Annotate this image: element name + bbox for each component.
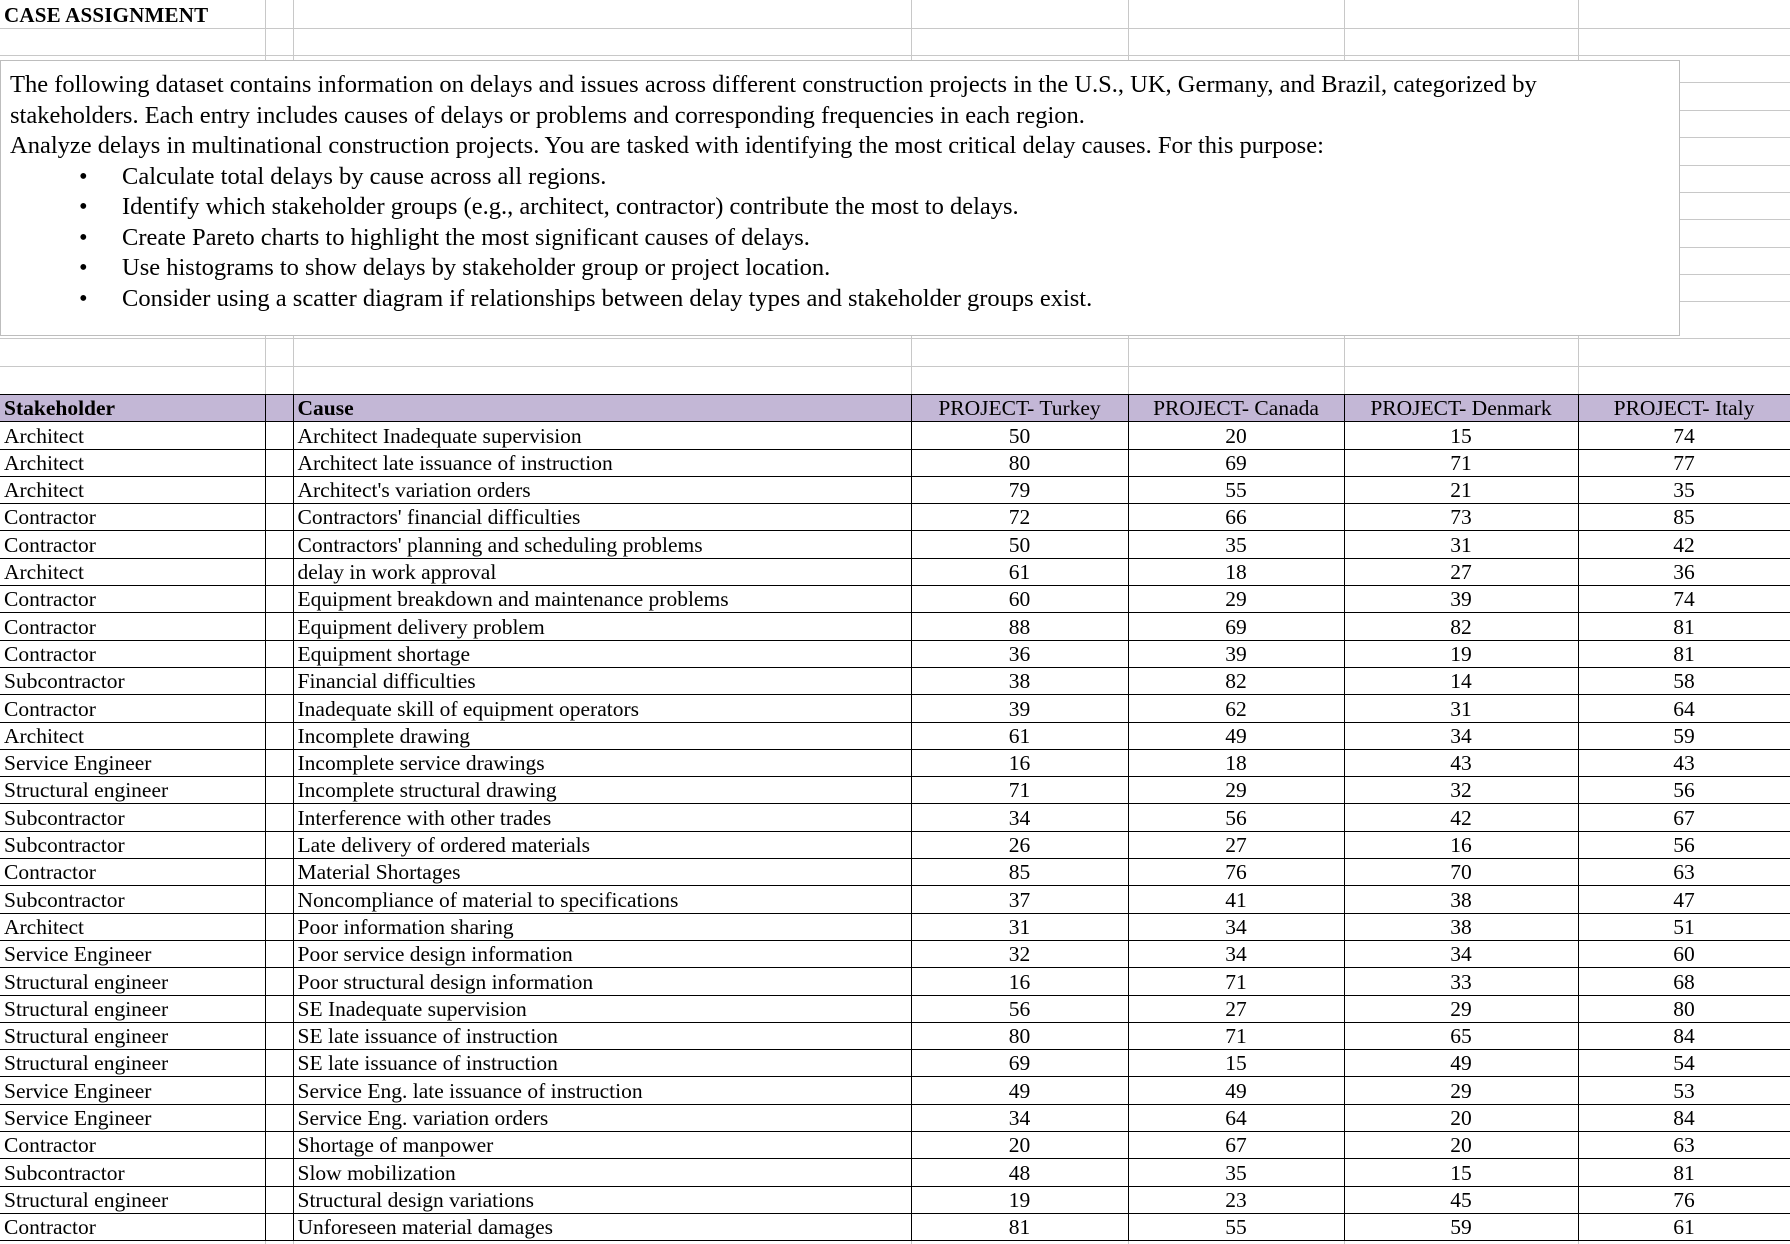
cell-italy[interactable]: 63 <box>1578 859 1790 886</box>
table-row <box>0 667 1790 694</box>
header-blank[interactable] <box>265 395 293 422</box>
cell-stakeholder[interactable]: Structural engineer <box>0 777 265 804</box>
cell-denmark[interactable]: 16 <box>1344 831 1578 858</box>
header-row <box>0 395 1790 422</box>
cell-cause[interactable]: Slow mobilization <box>293 1159 911 1186</box>
task-item <box>10 192 1670 223</box>
cell-canada[interactable]: 27 <box>1128 831 1344 858</box>
cell-italy[interactable]: 84 <box>1578 1022 1790 1049</box>
grid-line <box>0 55 1790 56</box>
cell-stakeholder[interactable]: Architect <box>0 422 265 449</box>
cell-denmark[interactable]: 82 <box>1344 613 1578 640</box>
cell-blank[interactable] <box>265 613 293 640</box>
delay-data-table <box>0 394 1790 1241</box>
cell-cause[interactable]: Late delivery of ordered materials <box>293 831 911 858</box>
cell-turkey[interactable]: 50 <box>911 531 1128 558</box>
cell-cause[interactable]: Poor structural design information <box>293 968 911 995</box>
cell-stakeholder[interactable]: Subcontractor <box>0 831 265 858</box>
sheet-title: CASE ASSIGNMENT <box>4 3 209 27</box>
cell-italy[interactable]: 58 <box>1578 667 1790 694</box>
cell-canada[interactable]: 35 <box>1128 531 1344 558</box>
cell-cause[interactable]: Equipment delivery problem <box>293 613 911 640</box>
cell-turkey[interactable]: 50 <box>911 422 1128 449</box>
cell-cause[interactable]: Inadequate skill of equipment operators <box>293 695 911 722</box>
header-stakeholder[interactable]: Stakeholder <box>0 395 265 422</box>
cell-turkey[interactable]: 16 <box>911 749 1128 776</box>
cell-blank[interactable] <box>265 722 293 749</box>
cell-turkey[interactable]: 26 <box>911 831 1128 858</box>
cell-blank[interactable] <box>265 831 293 858</box>
cell-italy[interactable]: 53 <box>1578 1077 1790 1104</box>
grid-line <box>0 366 1790 367</box>
cell-turkey[interactable]: 20 <box>911 1132 1128 1159</box>
table-row <box>0 968 1790 995</box>
cell-cause[interactable]: Service Eng. variation orders <box>293 1104 911 1131</box>
cell-blank[interactable] <box>265 1077 293 1104</box>
cell-canada[interactable]: 55 <box>1128 476 1344 503</box>
cell-canada[interactable]: 35 <box>1128 1159 1344 1186</box>
cell-cause[interactable]: Architect's variation orders <box>293 476 911 503</box>
cell-denmark[interactable]: 65 <box>1344 1022 1578 1049</box>
cell-italy[interactable]: 85 <box>1578 504 1790 531</box>
table-row <box>0 586 1790 613</box>
bullet-icon: • <box>79 254 88 281</box>
task-list <box>10 162 1670 315</box>
cell-cause[interactable]: SE late issuance of instruction <box>293 1022 911 1049</box>
header-project-canada[interactable]: PROJECT- Canada <box>1128 395 1344 422</box>
table-row <box>0 640 1790 667</box>
cell-stakeholder[interactable]: Subcontractor <box>0 667 265 694</box>
cell-italy[interactable]: 36 <box>1578 558 1790 585</box>
cell-stakeholder[interactable]: Structural engineer <box>0 995 265 1022</box>
cell-canada[interactable]: 66 <box>1128 504 1344 531</box>
cell-canada[interactable]: 55 <box>1128 1213 1344 1240</box>
cell-cause[interactable]: Interference with other trades <box>293 804 911 831</box>
cell-turkey[interactable]: 34 <box>911 804 1128 831</box>
cell-italy[interactable]: 56 <box>1578 831 1790 858</box>
cell-stakeholder[interactable]: Contractor <box>0 640 265 667</box>
cell-stakeholder[interactable]: Architect <box>0 476 265 503</box>
cell-denmark[interactable]: 32 <box>1344 777 1578 804</box>
cell-denmark[interactable]: 71 <box>1344 449 1578 476</box>
cell-turkey[interactable]: 39 <box>911 695 1128 722</box>
cell-stakeholder[interactable]: Contractor <box>0 586 265 613</box>
cell-cause[interactable]: Unforeseen material damages <box>293 1213 911 1240</box>
task-text: Create Pareto charts to highlight the most significant causes of delays. <box>122 223 810 251</box>
cell-turkey[interactable]: 32 <box>911 940 1128 967</box>
cell-blank[interactable] <box>265 1132 293 1159</box>
cell-blank[interactable] <box>265 859 293 886</box>
cell-canada[interactable]: 49 <box>1128 722 1344 749</box>
table-row <box>0 749 1790 776</box>
cell-cause[interactable]: Shortage of manpower <box>293 1132 911 1159</box>
cell-blank[interactable] <box>265 476 293 503</box>
cell-stakeholder[interactable]: Structural engineer <box>0 1186 265 1213</box>
cell-denmark[interactable]: 42 <box>1344 804 1578 831</box>
cell-blank[interactable] <box>265 1213 293 1240</box>
table-row <box>0 695 1790 722</box>
cell-cause[interactable]: Incomplete service drawings <box>293 749 911 776</box>
cell-stakeholder[interactable]: Architect <box>0 913 265 940</box>
cell-denmark[interactable]: 14 <box>1344 667 1578 694</box>
cell-turkey[interactable]: 80 <box>911 1022 1128 1049</box>
cell-denmark[interactable]: 29 <box>1344 1077 1578 1104</box>
cell-stakeholder[interactable]: Contractor <box>0 1213 265 1240</box>
table-row <box>0 995 1790 1022</box>
cell-italy[interactable]: 56 <box>1578 777 1790 804</box>
cell-canada[interactable]: 76 <box>1128 859 1344 886</box>
cell-italy[interactable]: 51 <box>1578 913 1790 940</box>
cell-italy[interactable]: 60 <box>1578 940 1790 967</box>
cell-italy[interactable]: 81 <box>1578 1159 1790 1186</box>
cell-cause[interactable]: Service Eng. late issuance of instruction <box>293 1077 911 1104</box>
cell-italy[interactable]: 64 <box>1578 695 1790 722</box>
cell-denmark[interactable]: 34 <box>1344 722 1578 749</box>
cell-blank[interactable] <box>265 886 293 913</box>
table-row <box>0 558 1790 585</box>
cell-stakeholder[interactable]: Service Engineer <box>0 749 265 776</box>
table-row <box>0 1104 1790 1131</box>
cell-cause[interactable]: Incomplete drawing <box>293 722 911 749</box>
cell-stakeholder[interactable]: Contractor <box>0 859 265 886</box>
cell-stakeholder[interactable]: Service Engineer <box>0 1104 265 1131</box>
cell-denmark[interactable]: 31 <box>1344 531 1578 558</box>
cell-canada[interactable]: 29 <box>1128 777 1344 804</box>
cell-turkey[interactable]: 85 <box>911 859 1128 886</box>
cell-blank[interactable] <box>265 913 293 940</box>
cell-denmark[interactable]: 29 <box>1344 995 1578 1022</box>
cell-cause[interactable]: SE Inadequate supervision <box>293 995 911 1022</box>
cell-canada[interactable]: 56 <box>1128 804 1344 831</box>
cell-blank[interactable] <box>265 1104 293 1131</box>
cell-italy[interactable]: 43 <box>1578 749 1790 776</box>
cell-canada[interactable]: 64 <box>1128 1104 1344 1131</box>
cell-cause[interactable]: Poor service design information <box>293 940 911 967</box>
cell-blank[interactable] <box>265 1159 293 1186</box>
cell-cause[interactable]: Incomplete structural drawing <box>293 777 911 804</box>
cell-denmark[interactable]: 20 <box>1344 1104 1578 1131</box>
cell-canada[interactable]: 71 <box>1128 968 1344 995</box>
cell-denmark[interactable]: 38 <box>1344 886 1578 913</box>
cell-stakeholder[interactable]: Subcontractor <box>0 804 265 831</box>
cell-denmark[interactable]: 15 <box>1344 422 1578 449</box>
cell-blank[interactable] <box>265 968 293 995</box>
cell-blank[interactable] <box>265 995 293 1022</box>
cell-stakeholder[interactable]: Structural engineer <box>0 968 265 995</box>
cell-denmark[interactable]: 19 <box>1344 640 1578 667</box>
table-body <box>0 422 1790 1241</box>
cell-stakeholder[interactable]: Structural engineer <box>0 1022 265 1049</box>
cell-denmark[interactable]: 45 <box>1344 1186 1578 1213</box>
cell-denmark[interactable]: 21 <box>1344 476 1578 503</box>
task-item <box>10 223 1670 254</box>
cell-blank[interactable] <box>265 586 293 613</box>
cell-turkey[interactable]: 61 <box>911 558 1128 585</box>
cell-cause[interactable]: Noncompliance of material to specifications <box>293 886 911 913</box>
cell-denmark[interactable]: 59 <box>1344 1213 1578 1240</box>
cell-turkey[interactable]: 79 <box>911 476 1128 503</box>
cell-stakeholder[interactable]: Service Engineer <box>0 940 265 967</box>
cell-italy[interactable]: 68 <box>1578 968 1790 995</box>
table-row <box>0 859 1790 886</box>
task-item <box>10 162 1670 193</box>
table-row <box>0 504 1790 531</box>
cell-stakeholder[interactable]: Contractor <box>0 695 265 722</box>
cell-denmark[interactable]: 43 <box>1344 749 1578 776</box>
cell-cause[interactable]: Material Shortages <box>293 859 911 886</box>
bullet-icon: • <box>79 162 88 190</box>
cell-italy[interactable]: 76 <box>1578 1186 1790 1213</box>
cell-stakeholder[interactable]: Subcontractor <box>0 886 265 913</box>
cell-canada[interactable]: 34 <box>1128 940 1344 967</box>
cell-cause[interactable]: SE late issuance of instruction <box>293 1050 911 1077</box>
task-text: Calculate total delays by cause across all regions. <box>122 162 607 190</box>
task-item <box>10 253 1670 284</box>
cell-canada[interactable]: 18 <box>1128 558 1344 585</box>
cell-italy[interactable]: 54 <box>1578 1050 1790 1077</box>
table-row <box>0 1159 1790 1186</box>
cell-canada[interactable]: 69 <box>1128 449 1344 476</box>
cell-blank[interactable] <box>265 640 293 667</box>
cell-turkey[interactable]: 71 <box>911 777 1128 804</box>
cell-turkey[interactable]: 49 <box>911 1077 1128 1104</box>
bullet-icon: • <box>79 223 88 251</box>
grid-line <box>0 28 1790 29</box>
cell-canada[interactable]: 67 <box>1128 1132 1344 1159</box>
cell-italy[interactable]: 80 <box>1578 995 1790 1022</box>
cell-italy[interactable]: 77 <box>1578 449 1790 476</box>
cell-italy[interactable]: 42 <box>1578 531 1790 558</box>
cell-canada[interactable]: 71 <box>1128 1022 1344 1049</box>
cell-turkey[interactable]: 56 <box>911 995 1128 1022</box>
cell-cause[interactable]: Equipment shortage <box>293 640 911 667</box>
cell-italy[interactable]: 74 <box>1578 422 1790 449</box>
cell-turkey[interactable]: 61 <box>911 722 1128 749</box>
cell-italy[interactable]: 84 <box>1578 1104 1790 1131</box>
cell-turkey[interactable]: 81 <box>911 1213 1128 1240</box>
table-row <box>0 913 1790 940</box>
cell-turkey[interactable]: 38 <box>911 667 1128 694</box>
cell-stakeholder[interactable]: Service Engineer <box>0 1077 265 1104</box>
assignment-text-box[interactable] <box>0 60 1680 336</box>
cell-blank[interactable] <box>265 695 293 722</box>
cell-turkey[interactable]: 34 <box>911 1104 1128 1131</box>
cell-turkey[interactable]: 37 <box>911 886 1128 913</box>
cell-turkey[interactable]: 69 <box>911 1050 1128 1077</box>
task-text: Identify which stakeholder groups (e.g., architect, contractor) contribute the most to delays. <box>122 193 1019 220</box>
assignment-paragraph: Analyze delays in multinational construction projects. You are tasked with identifying the most critical delay causes. For this purpose: <box>10 132 1324 159</box>
cell-turkey[interactable]: 36 <box>911 640 1128 667</box>
assignment-paragraph: The following dataset contains information on delays and issues across different construction projects in the U.S., UK, Germany, and Brazil, categorized by stakeholders. Each entry includes causes of delays or problems and corresponding frequencies in each region. <box>10 71 1537 129</box>
cell-italy[interactable]: 47 <box>1578 886 1790 913</box>
cell-turkey[interactable]: 72 <box>911 504 1128 531</box>
cell-blank[interactable] <box>265 804 293 831</box>
cell-denmark[interactable]: 38 <box>1344 913 1578 940</box>
cell-blank[interactable] <box>265 1050 293 1077</box>
table-row <box>0 422 1790 449</box>
table-row <box>0 722 1790 749</box>
table-row <box>0 1050 1790 1077</box>
cell-canada[interactable]: 34 <box>1128 913 1344 940</box>
table-row <box>0 777 1790 804</box>
cell-canada[interactable]: 82 <box>1128 667 1344 694</box>
table-row <box>0 476 1790 503</box>
cell-canada[interactable]: 20 <box>1128 422 1344 449</box>
cell-stakeholder[interactable]: Contractor <box>0 1132 265 1159</box>
header-cause[interactable]: Cause <box>293 395 911 422</box>
table-row <box>0 531 1790 558</box>
cell-cause[interactable]: Contractors' financial difficulties <box>293 504 911 531</box>
cell-denmark[interactable]: 15 <box>1344 1159 1578 1186</box>
cell-cause[interactable]: Poor information sharing <box>293 913 911 940</box>
cell-cause[interactable]: Equipment breakdown and maintenance problems <box>293 586 911 613</box>
cell-canada[interactable]: 15 <box>1128 1050 1344 1077</box>
cell-turkey[interactable]: 88 <box>911 613 1128 640</box>
table-row <box>0 831 1790 858</box>
table-row <box>0 886 1790 913</box>
cell-turkey[interactable]: 48 <box>911 1159 1128 1186</box>
cell-turkey[interactable]: 16 <box>911 968 1128 995</box>
cell-denmark[interactable]: 31 <box>1344 695 1578 722</box>
cell-denmark[interactable]: 39 <box>1344 586 1578 613</box>
header-project-denmark[interactable]: PROJECT- Denmark <box>1344 395 1578 422</box>
cell-stakeholder[interactable]: Contractor <box>0 613 265 640</box>
header-project-turkey[interactable]: PROJECT- Turkey <box>911 395 1128 422</box>
cell-denmark[interactable]: 70 <box>1344 859 1578 886</box>
cell-blank[interactable] <box>265 1186 293 1213</box>
cell-turkey[interactable]: 80 <box>911 449 1128 476</box>
cell-stakeholder[interactable]: Subcontractor <box>0 1159 265 1186</box>
table-row <box>0 449 1790 476</box>
cell-turkey[interactable]: 31 <box>911 913 1128 940</box>
cell-cause[interactable]: Architect Inadequate supervision <box>293 422 911 449</box>
cell-canada[interactable]: 41 <box>1128 886 1344 913</box>
table-row <box>0 1077 1790 1104</box>
cell-canada[interactable]: 69 <box>1128 613 1344 640</box>
cell-canada[interactable]: 23 <box>1128 1186 1344 1213</box>
table-row <box>0 1213 1790 1240</box>
table-row <box>0 940 1790 967</box>
cell-stakeholder[interactable]: Contractor <box>0 531 265 558</box>
cell-italy[interactable]: 61 <box>1578 1213 1790 1240</box>
cell-canada[interactable]: 39 <box>1128 640 1344 667</box>
cell-stakeholder[interactable]: Architect <box>0 558 265 585</box>
cell-italy[interactable]: 81 <box>1578 613 1790 640</box>
cell-italy[interactable]: 59 <box>1578 722 1790 749</box>
cell-cause[interactable]: Structural design variations <box>293 1186 911 1213</box>
cell-blank[interactable] <box>265 531 293 558</box>
cell-turkey[interactable]: 60 <box>911 586 1128 613</box>
task-text: Consider using a scatter diagram if relationships between delay types and stakeholder groups exist. <box>122 284 1093 312</box>
table-row <box>0 1132 1790 1159</box>
cell-blank[interactable] <box>265 749 293 776</box>
cell-cause[interactable]: delay in work approval <box>293 558 911 585</box>
task-item <box>10 284 1670 315</box>
cell-blank[interactable] <box>265 422 293 449</box>
cell-denmark[interactable]: 20 <box>1344 1132 1578 1159</box>
cell-denmark[interactable]: 27 <box>1344 558 1578 585</box>
cell-italy[interactable]: 63 <box>1578 1132 1790 1159</box>
header-project-italy[interactable]: PROJECT- Italy <box>1578 395 1790 422</box>
cell-canada[interactable]: 29 <box>1128 586 1344 613</box>
cell-blank[interactable] <box>265 667 293 694</box>
cell-canada[interactable]: 18 <box>1128 749 1344 776</box>
cell-denmark[interactable]: 73 <box>1344 504 1578 531</box>
cell-denmark[interactable]: 49 <box>1344 1050 1578 1077</box>
cell-cause[interactable]: Contractors' planning and scheduling problems <box>293 531 911 558</box>
cell-stakeholder[interactable]: Architect <box>0 722 265 749</box>
cell-blank[interactable] <box>265 504 293 531</box>
table-row <box>0 613 1790 640</box>
task-text: Use histograms to show delays by stakeholder group or project location. <box>122 254 831 281</box>
cell-canada[interactable]: 62 <box>1128 695 1344 722</box>
cell-stakeholder[interactable]: Architect <box>0 449 265 476</box>
cell-denmark[interactable]: 34 <box>1344 940 1578 967</box>
cell-cause[interactable]: Architect late issuance of instruction <box>293 449 911 476</box>
cell-blank[interactable] <box>265 1022 293 1049</box>
cell-canada[interactable]: 49 <box>1128 1077 1344 1104</box>
cell-italy[interactable]: 35 <box>1578 476 1790 503</box>
bullet-icon: • <box>79 193 88 220</box>
cell-turkey[interactable]: 19 <box>911 1186 1128 1213</box>
cell-blank[interactable] <box>265 558 293 585</box>
cell-italy[interactable]: 81 <box>1578 640 1790 667</box>
cell-blank[interactable] <box>265 777 293 804</box>
cell-stakeholder[interactable]: Structural engineer <box>0 1050 265 1077</box>
grid-line <box>0 338 1790 339</box>
bullet-icon: • <box>79 284 88 312</box>
cell-blank[interactable] <box>265 449 293 476</box>
cell-italy[interactable]: 74 <box>1578 586 1790 613</box>
cell-cause[interactable]: Financial difficulties <box>293 667 911 694</box>
cell-italy[interactable]: 67 <box>1578 804 1790 831</box>
cell-canada[interactable]: 27 <box>1128 995 1344 1022</box>
table-row <box>0 1186 1790 1213</box>
cell-stakeholder[interactable]: Contractor <box>0 504 265 531</box>
cell-denmark[interactable]: 33 <box>1344 968 1578 995</box>
cell-blank[interactable] <box>265 940 293 967</box>
table-row <box>0 804 1790 831</box>
table-row <box>0 1022 1790 1049</box>
